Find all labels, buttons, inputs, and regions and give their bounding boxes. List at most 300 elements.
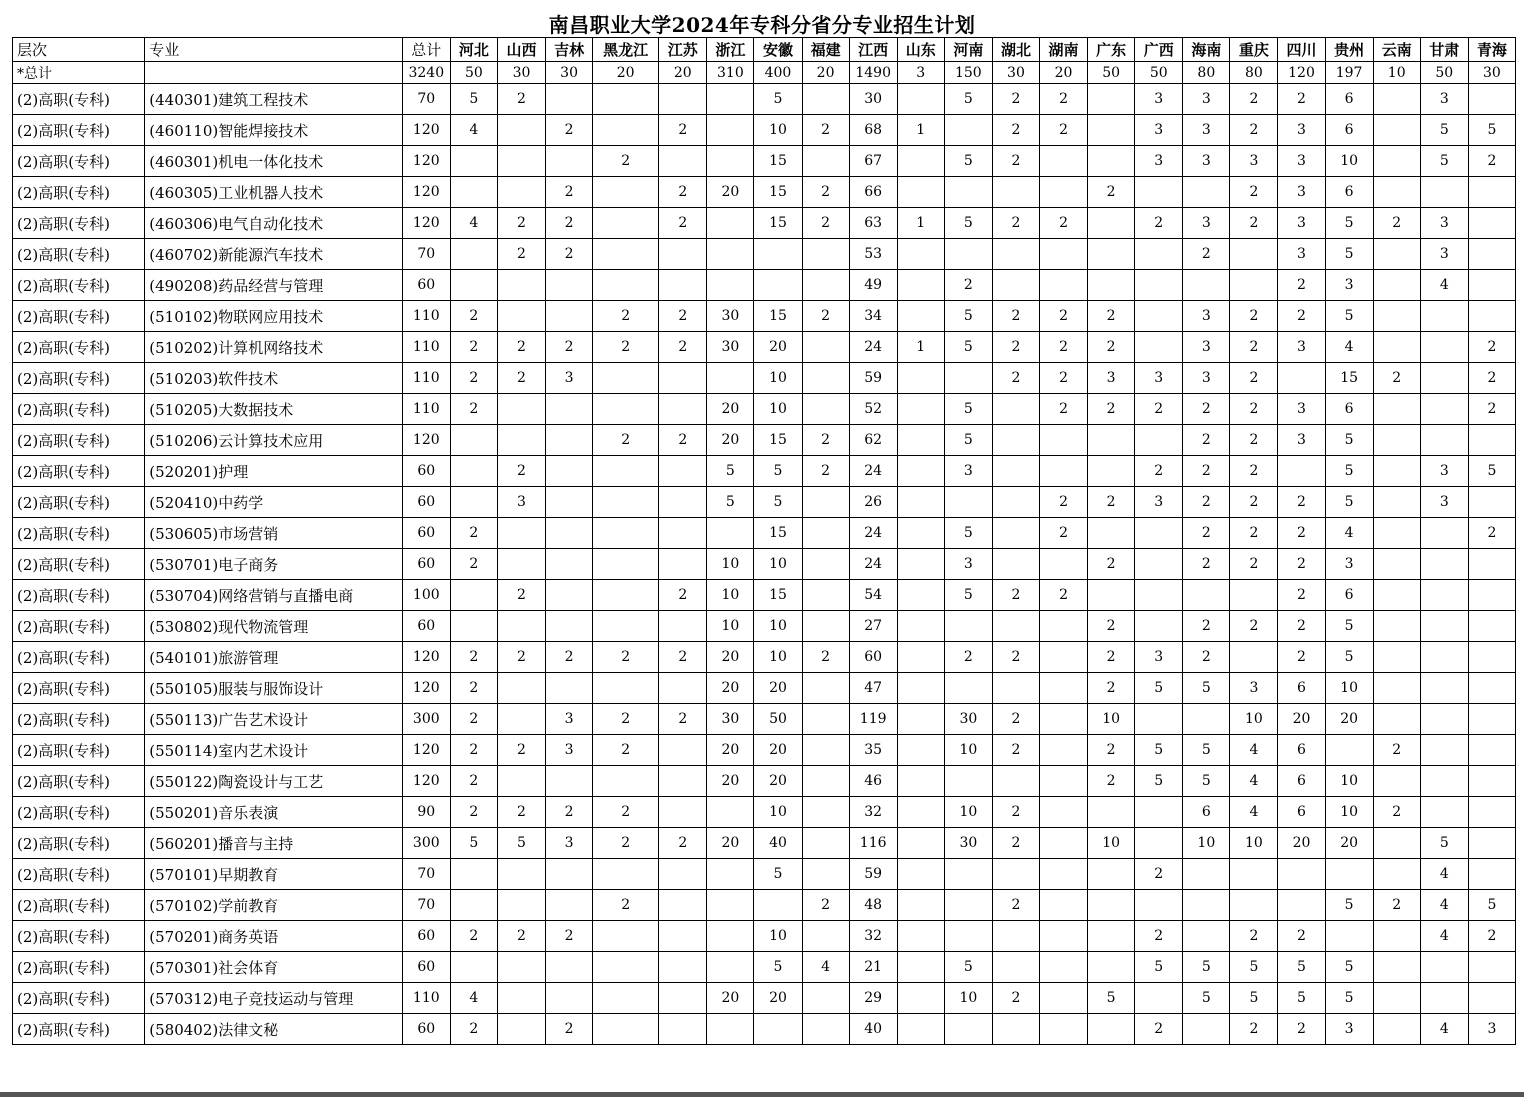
row-province-value: 68	[849, 115, 897, 146]
row-province-value: 3	[1325, 549, 1373, 580]
row-province-value: 2	[1088, 487, 1135, 518]
row-province-value	[1420, 766, 1468, 797]
row-province-value: 2	[1040, 332, 1088, 363]
row-total: 60	[402, 1014, 450, 1045]
row-province-value	[1468, 301, 1515, 332]
row-province-value: 29	[849, 983, 897, 1014]
row-province-value	[1088, 890, 1135, 921]
row-total: 120	[402, 766, 450, 797]
row-total: 60	[402, 549, 450, 580]
row-province-value: 5	[450, 84, 497, 115]
row-level: (2)高职(专科)	[13, 611, 145, 642]
row-total: 110	[402, 332, 450, 363]
row-province-value	[546, 983, 593, 1014]
row-province-value	[802, 797, 849, 828]
row-province-value: 2	[450, 704, 497, 735]
row-major: (490208)药品经营与管理	[145, 270, 403, 301]
row-province-value	[659, 487, 707, 518]
header-level: 层次	[13, 38, 145, 62]
row-province-value: 2	[593, 642, 659, 673]
row-province-value	[1088, 425, 1135, 456]
row-province-value	[497, 859, 545, 890]
row-province-value: 10	[754, 549, 802, 580]
totals-province-value: 30	[546, 62, 593, 84]
row-province-value	[1040, 177, 1088, 208]
row-province-value: 2	[992, 146, 1039, 177]
row-province-value: 2	[1230, 921, 1278, 952]
row-province-value: 3	[1278, 177, 1325, 208]
row-province-value: 30	[849, 84, 897, 115]
row-province-value: 2	[1135, 456, 1183, 487]
row-province-value	[1230, 642, 1278, 673]
row-province-value	[992, 766, 1039, 797]
row-province-value	[992, 425, 1039, 456]
row-province-value	[897, 890, 944, 921]
row-level: (2)高职(专科)	[13, 797, 145, 828]
row-province-value: 52	[849, 394, 897, 425]
row-level: (2)高职(专科)	[13, 518, 145, 549]
row-province-value	[707, 146, 754, 177]
row-province-value: 35	[849, 735, 897, 766]
row-province-value	[802, 673, 849, 704]
row-province-value: 3	[1135, 642, 1183, 673]
row-province-value: 5	[1183, 766, 1230, 797]
row-province-value: 2	[992, 704, 1039, 735]
row-province-value	[992, 239, 1039, 270]
row-province-value	[992, 394, 1039, 425]
row-province-value	[1278, 363, 1325, 394]
row-province-value: 6	[1325, 580, 1373, 611]
row-province-value	[497, 983, 545, 1014]
row-province-value: 2	[546, 1014, 593, 1045]
row-province-value: 2	[992, 208, 1039, 239]
row-level: (2)高职(专科)	[13, 735, 145, 766]
row-province-value	[1088, 797, 1135, 828]
row-province-value: 2	[1040, 301, 1088, 332]
row-province-value	[1088, 580, 1135, 611]
row-level: (2)高职(专科)	[13, 487, 145, 518]
row-province-value: 3	[1420, 84, 1468, 115]
row-province-value: 2	[593, 332, 659, 363]
header-province: 湖北	[992, 38, 1039, 62]
row-major: (580402)法律文秘	[145, 1014, 403, 1045]
row-province-value: 2	[1230, 177, 1278, 208]
row-province-value: 10	[754, 115, 802, 146]
page-bottom-edge	[0, 1092, 1524, 1097]
row-province-value: 2	[1183, 611, 1230, 642]
row-province-value: 2	[450, 394, 497, 425]
row-province-value: 10	[1230, 828, 1278, 859]
row-province-value: 5	[944, 952, 992, 983]
row-province-value	[802, 921, 849, 952]
row-province-value: 20	[707, 735, 754, 766]
row-province-value	[802, 549, 849, 580]
table-row	[13, 456, 1516, 487]
row-province-value: 4	[1420, 859, 1468, 890]
row-province-value	[1420, 177, 1468, 208]
row-province-value: 2	[802, 115, 849, 146]
table-row	[13, 1014, 1516, 1045]
row-major: (570301)社会体育	[145, 952, 403, 983]
row-total: 60	[402, 518, 450, 549]
row-province-value	[1040, 983, 1088, 1014]
row-major: (460305)工业机器人技术	[145, 177, 403, 208]
row-level: (2)高职(专科)	[13, 828, 145, 859]
row-province-value: 46	[849, 766, 897, 797]
row-province-value: 48	[849, 890, 897, 921]
row-province-value: 5	[1325, 301, 1373, 332]
row-province-value: 20	[1278, 828, 1325, 859]
row-province-value	[450, 487, 497, 518]
row-province-value	[1468, 735, 1515, 766]
row-province-value: 2	[497, 456, 545, 487]
row-province-value: 3	[1230, 146, 1278, 177]
row-province-value	[1183, 270, 1230, 301]
row-province-value: 3	[1135, 146, 1183, 177]
row-province-value	[1373, 146, 1420, 177]
row-province-value: 2	[497, 642, 545, 673]
row-province-value: 20	[754, 332, 802, 363]
row-province-value: 24	[849, 518, 897, 549]
row-province-value	[1420, 518, 1468, 549]
row-province-value: 3	[1278, 146, 1325, 177]
row-province-value: 2	[1468, 363, 1515, 394]
row-province-value: 2	[992, 797, 1039, 828]
row-province-value	[1040, 1014, 1088, 1045]
row-province-value: 5	[1183, 983, 1230, 1014]
row-province-value: 30	[944, 704, 992, 735]
row-province-value: 3	[546, 363, 593, 394]
row-province-value	[1230, 890, 1278, 921]
row-level: (2)高职(专科)	[13, 363, 145, 394]
row-province-value: 2	[659, 580, 707, 611]
row-province-value	[707, 1014, 754, 1045]
header-province: 广西	[1135, 38, 1183, 62]
row-province-value: 2	[1373, 208, 1420, 239]
row-province-value	[1468, 208, 1515, 239]
row-province-value	[659, 84, 707, 115]
row-province-value	[1468, 611, 1515, 642]
row-province-value	[992, 456, 1039, 487]
row-province-value: 5	[1183, 673, 1230, 704]
row-province-value: 26	[849, 487, 897, 518]
row-province-value	[497, 766, 545, 797]
row-province-value	[659, 1014, 707, 1045]
row-province-value	[546, 270, 593, 301]
row-province-value: 2	[546, 921, 593, 952]
row-province-value: 2	[1040, 580, 1088, 611]
row-level: (2)高职(专科)	[13, 890, 145, 921]
row-province-value: 2	[802, 890, 849, 921]
row-province-value: 5	[944, 580, 992, 611]
row-level: (2)高职(专科)	[13, 270, 145, 301]
row-province-value: 3	[1420, 487, 1468, 518]
row-province-value	[450, 859, 497, 890]
row-province-value: 34	[849, 301, 897, 332]
row-province-value: 5	[754, 456, 802, 487]
row-province-value	[1135, 580, 1183, 611]
row-province-value: 2	[659, 828, 707, 859]
table-row	[13, 84, 1516, 115]
row-province-value: 5	[1135, 766, 1183, 797]
row-province-value: 5	[944, 394, 992, 425]
row-province-value	[802, 394, 849, 425]
row-province-value: 2	[1135, 208, 1183, 239]
row-province-value: 20	[754, 673, 802, 704]
row-province-value: 2	[1183, 549, 1230, 580]
row-province-value: 2	[659, 332, 707, 363]
table-row	[13, 673, 1516, 704]
row-province-value	[897, 921, 944, 952]
row-province-value: 15	[754, 425, 802, 456]
row-province-value: 3	[546, 735, 593, 766]
row-province-value	[593, 921, 659, 952]
row-province-value	[659, 239, 707, 270]
row-province-value: 5	[754, 859, 802, 890]
row-province-value: 2	[1088, 735, 1135, 766]
row-province-value: 32	[849, 797, 897, 828]
row-province-value	[497, 146, 545, 177]
row-major: (550105)服装与服饰设计	[145, 673, 403, 704]
row-province-value	[992, 611, 1039, 642]
row-province-value: 40	[754, 828, 802, 859]
row-province-value	[1040, 797, 1088, 828]
row-province-value: 5	[1468, 115, 1515, 146]
totals-province-value: 310	[707, 62, 754, 84]
row-province-value: 2	[1230, 1014, 1278, 1045]
row-major: (510203)软件技术	[145, 363, 403, 394]
row-province-value: 2	[992, 115, 1039, 146]
row-level: (2)高职(专科)	[13, 983, 145, 1014]
row-province-value: 4	[1230, 797, 1278, 828]
row-province-value: 2	[1183, 239, 1230, 270]
row-province-value	[659, 983, 707, 1014]
row-province-value: 10	[944, 735, 992, 766]
row-province-value	[1278, 859, 1325, 890]
row-province-value	[1420, 394, 1468, 425]
row-province-value	[897, 766, 944, 797]
row-province-value	[593, 549, 659, 580]
row-province-value: 2	[1135, 859, 1183, 890]
row-province-value: 6	[1278, 766, 1325, 797]
row-province-value	[1468, 766, 1515, 797]
row-province-value: 3	[1420, 208, 1468, 239]
row-province-value	[1373, 642, 1420, 673]
row-province-value: 30	[944, 828, 992, 859]
row-province-value: 2	[450, 518, 497, 549]
row-province-value: 3	[1325, 270, 1373, 301]
row-province-value	[1040, 611, 1088, 642]
row-province-value	[802, 270, 849, 301]
row-province-value: 5	[944, 425, 992, 456]
row-province-value	[1325, 859, 1373, 890]
row-province-value	[1040, 270, 1088, 301]
row-total: 60	[402, 952, 450, 983]
row-province-value: 5	[707, 487, 754, 518]
row-province-value	[1373, 270, 1420, 301]
row-province-value: 2	[1468, 394, 1515, 425]
row-province-value: 2	[992, 84, 1039, 115]
row-province-value	[1230, 270, 1278, 301]
row-province-value	[659, 456, 707, 487]
row-province-value: 2	[1230, 425, 1278, 456]
row-province-value	[593, 84, 659, 115]
table-row	[13, 859, 1516, 890]
row-province-value	[1420, 363, 1468, 394]
row-total: 120	[402, 735, 450, 766]
row-total: 60	[402, 270, 450, 301]
row-province-value	[497, 115, 545, 146]
row-province-value: 4	[1420, 921, 1468, 952]
header-province: 江西	[849, 38, 897, 62]
row-total: 120	[402, 146, 450, 177]
row-province-value	[897, 487, 944, 518]
row-province-value: 3	[546, 704, 593, 735]
row-province-value	[450, 580, 497, 611]
header-province: 江苏	[659, 38, 707, 62]
header-province: 云南	[1373, 38, 1420, 62]
header-major: 专业	[145, 38, 403, 62]
row-province-value: 24	[849, 549, 897, 580]
row-province-value	[897, 146, 944, 177]
row-province-value	[497, 611, 545, 642]
row-province-value: 2	[1278, 1014, 1325, 1045]
row-province-value	[897, 611, 944, 642]
row-province-value	[802, 766, 849, 797]
row-province-value: 2	[992, 363, 1039, 394]
table-row	[13, 921, 1516, 952]
row-province-value	[659, 766, 707, 797]
row-province-value: 24	[849, 456, 897, 487]
row-province-value	[546, 952, 593, 983]
row-province-value: 3	[1278, 208, 1325, 239]
row-province-value: 116	[849, 828, 897, 859]
row-province-value: 20	[707, 177, 754, 208]
row-province-value	[1420, 611, 1468, 642]
row-total: 300	[402, 704, 450, 735]
row-province-value	[450, 890, 497, 921]
row-province-value: 2	[992, 642, 1039, 673]
row-province-value: 2	[1183, 518, 1230, 549]
row-province-value	[1183, 1014, 1230, 1045]
row-major: (550201)音乐表演	[145, 797, 403, 828]
totals-province-value: 10	[1373, 62, 1420, 84]
row-province-value	[992, 921, 1039, 952]
row-province-value: 2	[1230, 456, 1278, 487]
row-province-value	[546, 425, 593, 456]
row-province-value: 2	[1373, 797, 1420, 828]
row-province-value: 4	[1230, 766, 1278, 797]
row-level: (2)高职(专科)	[13, 704, 145, 735]
totals-major-empty	[145, 62, 403, 84]
row-province-value	[802, 146, 849, 177]
row-province-value: 3	[1278, 115, 1325, 146]
row-province-value	[944, 766, 992, 797]
row-province-value	[593, 208, 659, 239]
row-province-value	[992, 270, 1039, 301]
row-province-value: 2	[1278, 549, 1325, 580]
row-province-value	[944, 487, 992, 518]
row-province-value	[1135, 704, 1183, 735]
row-province-value	[802, 518, 849, 549]
row-province-value: 2	[1183, 487, 1230, 518]
row-province-value: 60	[849, 642, 897, 673]
row-province-value: 1	[897, 208, 944, 239]
row-province-value: 2	[1278, 270, 1325, 301]
row-province-value: 2	[546, 642, 593, 673]
row-province-value	[593, 580, 659, 611]
row-province-value: 4	[1420, 270, 1468, 301]
row-province-value	[1373, 766, 1420, 797]
row-province-value: 2	[1230, 208, 1278, 239]
row-total: 120	[402, 208, 450, 239]
row-province-value	[593, 673, 659, 704]
row-province-value	[1135, 828, 1183, 859]
row-province-value	[546, 890, 593, 921]
row-total: 70	[402, 890, 450, 921]
row-province-value: 2	[593, 704, 659, 735]
row-province-value	[1420, 301, 1468, 332]
row-province-value: 6	[1278, 797, 1325, 828]
row-province-value	[1040, 890, 1088, 921]
row-province-value: 2	[1088, 394, 1135, 425]
row-province-value	[992, 1014, 1039, 1045]
row-province-value: 5	[1135, 952, 1183, 983]
row-province-value: 3	[1135, 84, 1183, 115]
row-province-value: 2	[1373, 363, 1420, 394]
row-province-value	[897, 1014, 944, 1045]
row-major: (530605)市场营销	[145, 518, 403, 549]
row-province-value: 2	[1040, 518, 1088, 549]
table-row	[13, 115, 1516, 146]
row-province-value: 2	[1088, 301, 1135, 332]
row-province-value: 5	[1325, 456, 1373, 487]
totals-province-value: 3	[897, 62, 944, 84]
row-province-value: 5	[1135, 735, 1183, 766]
table-row	[13, 146, 1516, 177]
row-province-value: 2	[497, 363, 545, 394]
row-province-value	[593, 177, 659, 208]
row-province-value: 15	[754, 301, 802, 332]
row-province-value	[546, 580, 593, 611]
row-province-value	[659, 549, 707, 580]
row-province-value: 2	[546, 332, 593, 363]
row-major: (570102)学前教育	[145, 890, 403, 921]
row-province-value	[1420, 952, 1468, 983]
row-province-value: 2	[593, 890, 659, 921]
row-total: 60	[402, 487, 450, 518]
header-province: 重庆	[1230, 38, 1278, 62]
row-province-value	[1183, 859, 1230, 890]
row-province-value: 3	[1135, 363, 1183, 394]
row-province-value: 5	[944, 208, 992, 239]
row-level: (2)高职(专科)	[13, 208, 145, 239]
row-province-value	[1373, 983, 1420, 1014]
row-province-value	[802, 580, 849, 611]
row-total: 110	[402, 363, 450, 394]
row-major: (510206)云计算技术应用	[145, 425, 403, 456]
row-province-value: 2	[450, 797, 497, 828]
row-province-value	[1373, 952, 1420, 983]
row-province-value	[1373, 394, 1420, 425]
row-province-value: 2	[1040, 84, 1088, 115]
row-province-value	[992, 952, 1039, 983]
totals-province-value: 50	[1088, 62, 1135, 84]
table-row	[13, 611, 1516, 642]
row-province-value	[897, 797, 944, 828]
row-province-value	[659, 363, 707, 394]
row-province-value	[897, 859, 944, 890]
